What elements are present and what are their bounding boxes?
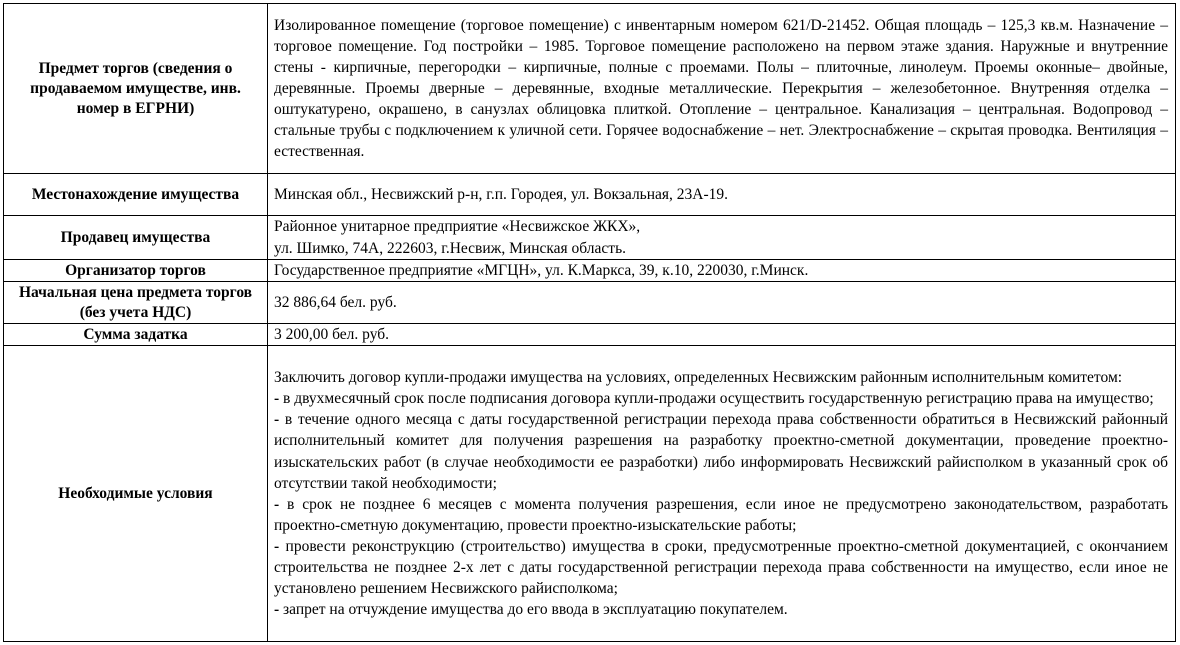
row-value-location: Минская обл., Несвижский р-н, г.п. Городея, ул. Вокзальная, 23А-19.	[268, 174, 1176, 216]
table-row-deposit	[4, 324, 1176, 346]
row-value-conditions	[268, 346, 1176, 642]
row-value-subject: Изолированное помещение (торговое помещение) с инвентарным номером 621/D-21452. Общая площадь – 125,3 кв.м. Назначение – торговое помещение. Год постройки – 1985. Торговое помещение расположено на первом этаже здания. Наружные и внутренние стены - кирпичные, перегородки – кирпичные, полные с проемами. Полы – плиточные, линолеум. Проемы оконные– двойные, деревянные. Проемы дверные – деревянные, входные металлические. Перекрытия – железобетонное. Внутренняя отделка – оштукатурено, окрашено, в санузлах облицовка плиткой. Отопление – центральное. Канализация – центральная. Водопровод – стальные трубы с подключением к уличной сети. Горячее водоснабжение – нет. Электроснабжение – скрытая проводка. Вентиляция – естественная.	[268, 4, 1176, 174]
row-value-seller	[268, 216, 1176, 260]
row-label-deposit: Сумма задатка	[4, 324, 268, 346]
condition-bullet: -	[274, 411, 280, 429]
auction-info-table	[3, 3, 1176, 642]
row-value-organizer: Государственное предприятие «МГЦН», ул. К.Маркса, 39, к.10, 220030, г.Минск.	[268, 260, 1176, 282]
table-row-location	[4, 174, 1176, 216]
condition-item	[274, 536, 1168, 599]
row-label-seller: Продавец имущества	[4, 216, 268, 260]
table-row-seller	[4, 216, 1176, 260]
condition-bullet: -	[274, 537, 280, 555]
condition-bullet: -	[274, 390, 280, 408]
table-row-conditions	[4, 346, 1176, 642]
condition-text: запрет на отчуждение имущества до его ввода в эксплуатацию покупателем.	[283, 601, 788, 619]
table-row-organizer	[4, 260, 1176, 282]
conditions-intro: Заключить договор купли-продажи имущества на условиях, определенных Несвижским районным исполнительным комитетом:	[274, 369, 1123, 387]
seller-address: ул. Шимко, 74А, 222603, г.Несвиж, Минская область.	[274, 239, 627, 257]
row-label-start-price: Начальная цена предмета торгов (без учета НДС)	[4, 282, 268, 324]
seller-name: Районное унитарное предприятие «Несвижское ЖКХ»,	[274, 218, 641, 236]
condition-text: в течение одного месяца с даты государственной регистрации перехода права собственности обратиться в Несвижский районный исполнительный комитет для получения разрешения на разработку проектно-сметной документации, проведение проектно-изыскательских работ (в случае необходимости ее разработки) либо информировать Несвижский райисполком в указанный срок об отсутствии такой необходимости;	[274, 411, 1169, 492]
row-label-conditions: Необходимые условия	[4, 346, 268, 642]
condition-text: в срок не позднее 6 месяцев с момента получения разрешения, если иное не предусмотрено законодательством, разработать проектно-сметную документацию, провести проектно-изыскательские работы;	[274, 495, 1169, 534]
condition-item	[274, 388, 1168, 409]
row-label-location: Местонахождение имущества	[4, 174, 268, 216]
condition-text: провести реконструкцию (строительство) имущества в сроки, предусмотренные проектно-сметной документацией, с окончанием строительства не позднее 2-х лет с даты государственной регистрации перехода права собственности на имущество, если иное не установлено решением Несвижского райисполкома;	[274, 537, 1168, 598]
condition-item	[274, 409, 1168, 493]
row-label-organizer: Организатор торгов	[4, 260, 268, 282]
condition-item	[274, 599, 1168, 620]
condition-bullet: -	[274, 495, 280, 513]
table-row-start-price	[4, 282, 1176, 324]
row-label-subject: Предмет торгов (сведения о продаваемом имуществе, инв. номер в ЕГРНИ)	[4, 4, 268, 174]
condition-bullet: -	[274, 601, 280, 619]
row-value-deposit: 3 200,00 бел. руб.	[268, 324, 1176, 346]
row-value-start-price: 32 886,64 бел. руб.	[268, 282, 1176, 324]
table-row-subject	[4, 4, 1176, 174]
condition-item	[274, 494, 1168, 536]
condition-text: в двухмесячный срок после подписания договора купли-продажи осуществить государственную регистрацию права на имущество;	[283, 390, 1154, 408]
